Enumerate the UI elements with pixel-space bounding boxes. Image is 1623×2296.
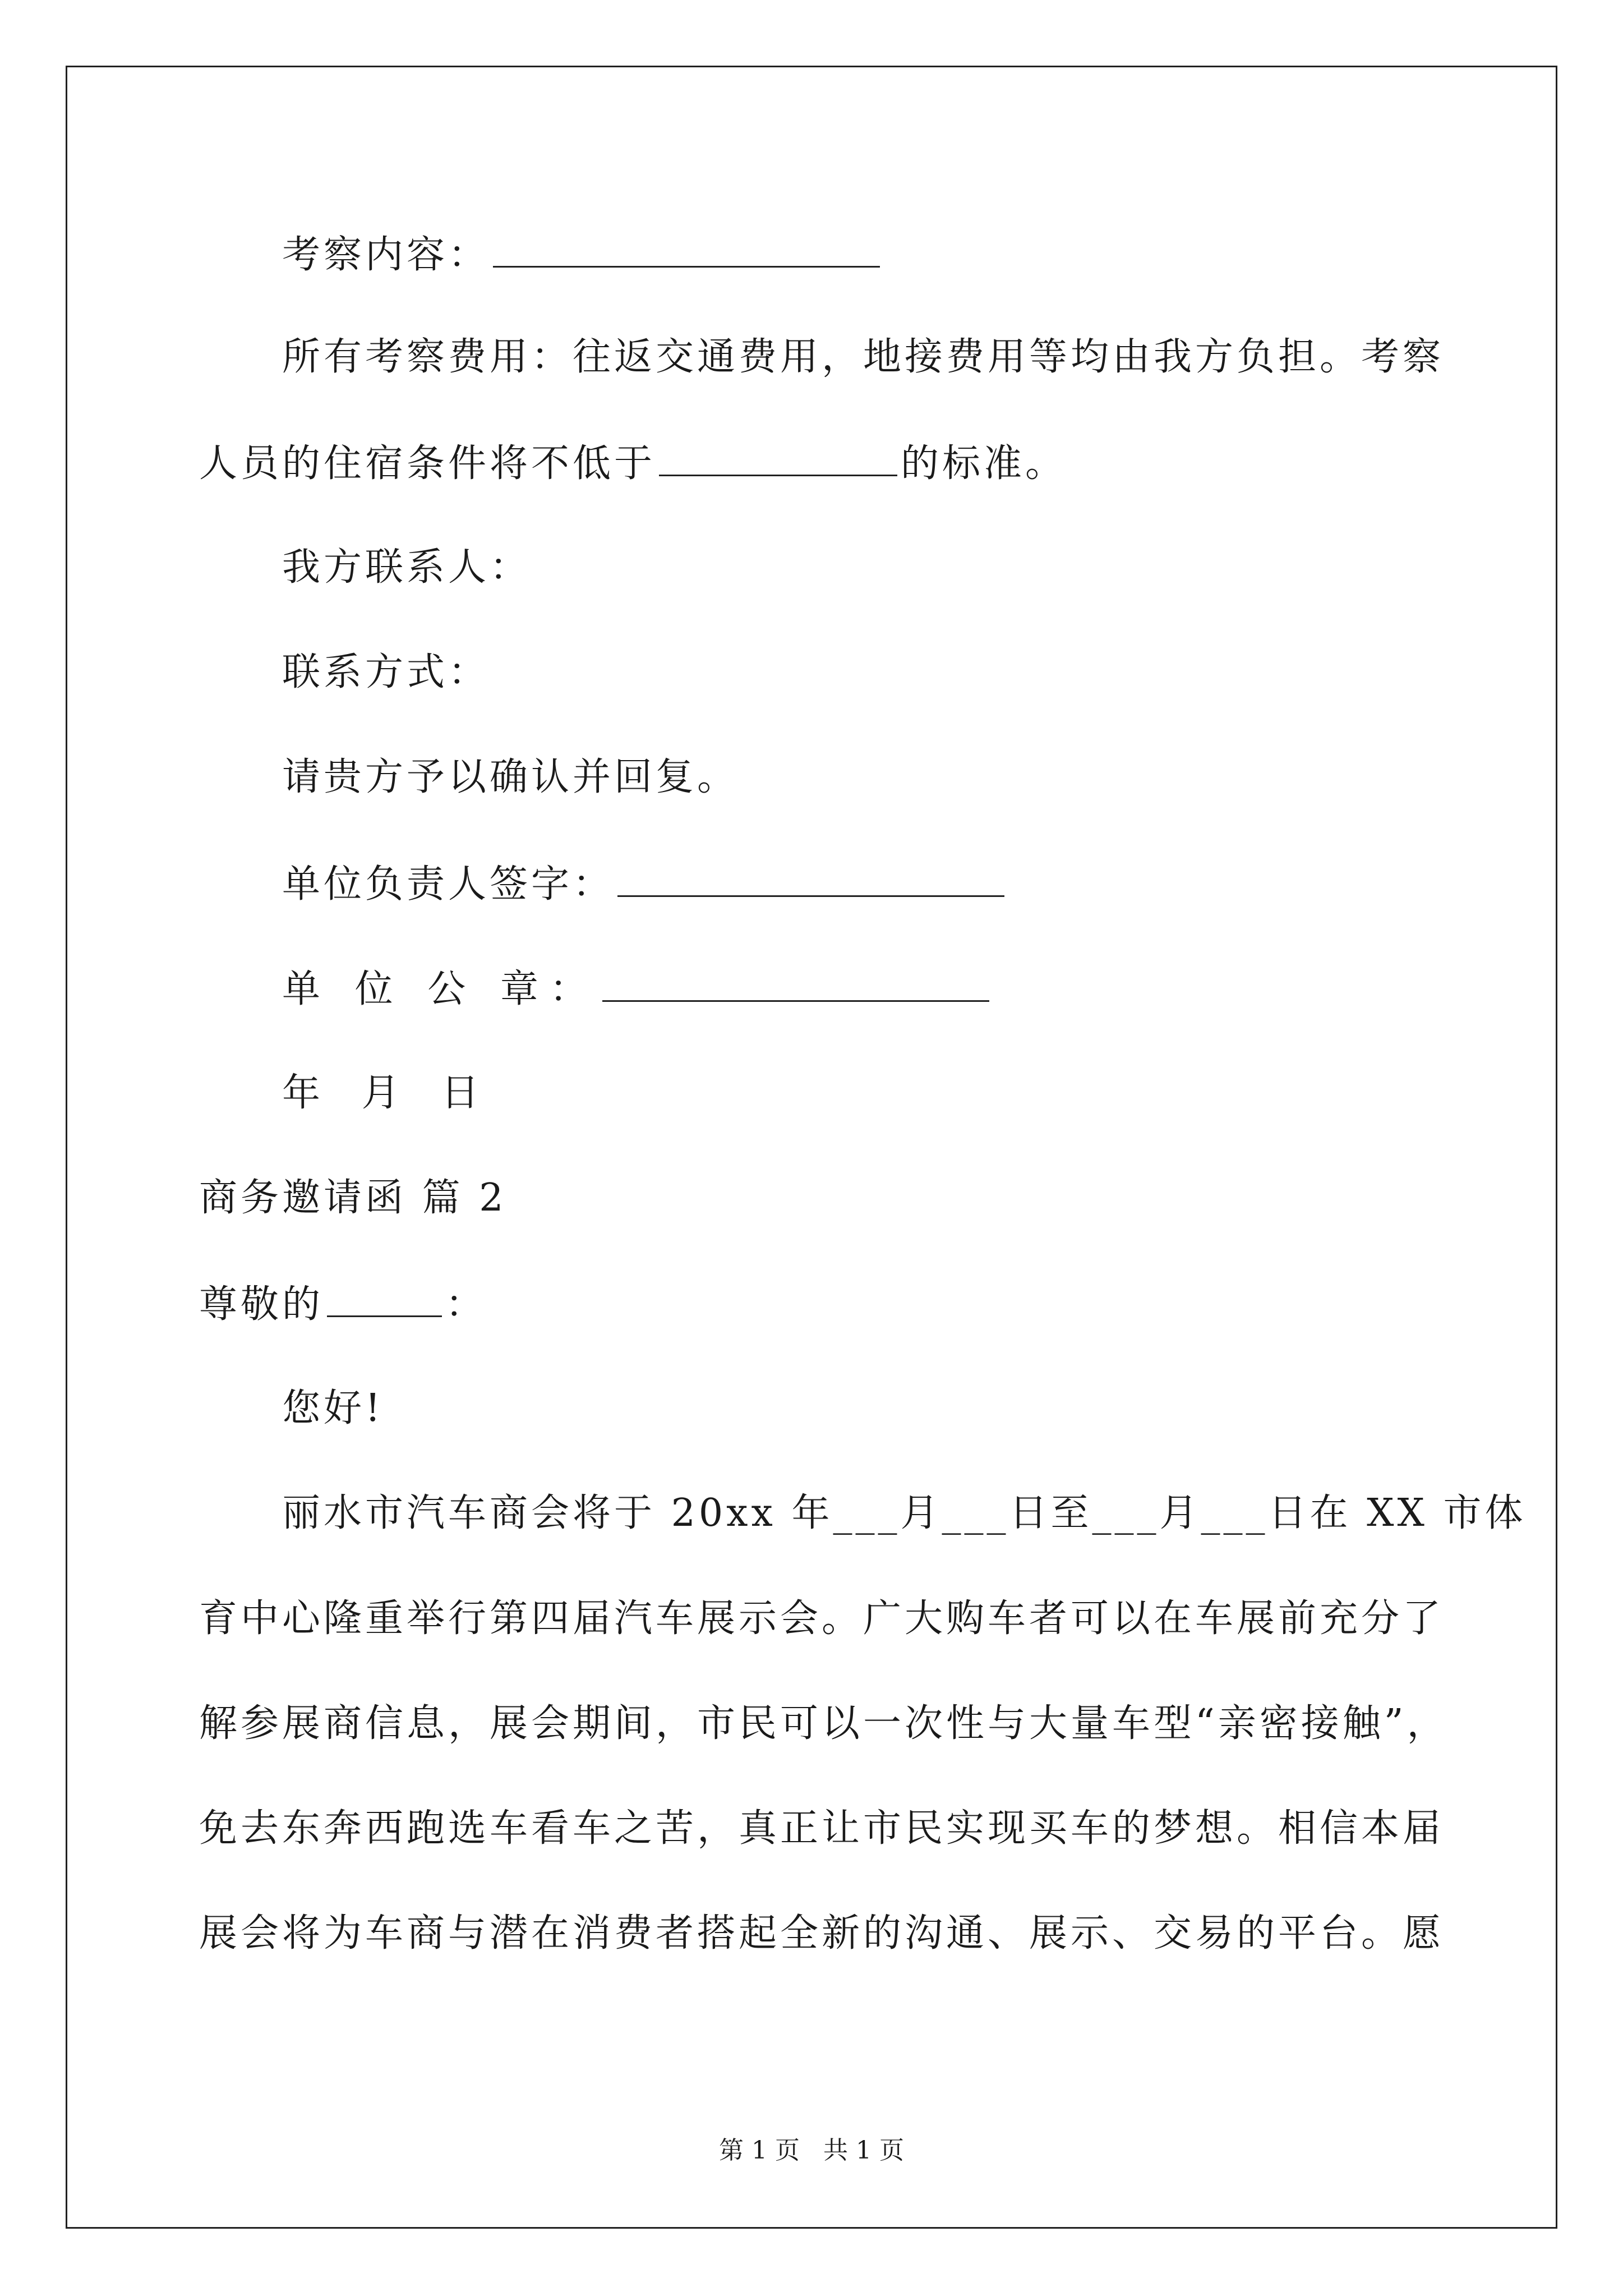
- fill-in-blank[interactable]: [602, 969, 989, 1002]
- line-text: 丽水市汽车商会将于 20xx 年___月___日至___月___日在 XX 市体: [282, 1491, 1527, 1535]
- line-text: 联系方式：: [282, 650, 490, 694]
- text-line: [282, 335, 1445, 379]
- line-text: 您好!: [282, 1386, 384, 1430]
- text-line: [199, 1806, 1445, 1851]
- line-text: 单位负责人签字：: [282, 862, 615, 907]
- text-line: [282, 1071, 494, 1115]
- text-line: [199, 1911, 1445, 1955]
- fill-in-blank[interactable]: [617, 864, 1004, 897]
- line-text: 免去东奔西跑选车看车之苦，真正让市民实现买车的梦想。相信本届: [199, 1806, 1445, 1851]
- text-line: [282, 755, 739, 799]
- page-footer: [0, 2138, 1623, 2163]
- page-number: 第 1 页: [719, 2136, 800, 2165]
- fill-in-blank[interactable]: [327, 1284, 442, 1317]
- line-text: 考察内容：: [282, 233, 490, 277]
- line-text: 解参展商信息，展会期间，市民可以一次性与大量车型“亲密接触”，: [199, 1701, 1449, 1746]
- line-text: 人员的住宿条件将不低于: [199, 441, 656, 486]
- line-text: ：: [445, 1282, 487, 1327]
- text-line: [282, 1491, 1527, 1535]
- line-text: 请贵方予以确认并回复。: [282, 755, 739, 799]
- page-border: [66, 66, 1557, 2229]
- page-total: 共 1 页: [823, 2136, 904, 2165]
- text-line: [199, 1596, 1445, 1641]
- line-text: 展会将为车商与潜在消费者搭起全新的沟通、展示、交易的平台。愿: [199, 1911, 1445, 1955]
- line-text: 尊敬的: [199, 1282, 324, 1327]
- salutation: [199, 1282, 487, 1327]
- line-text: 年 月 日: [282, 1071, 494, 1115]
- text-line: [282, 233, 883, 277]
- line-text: 所有考察费用：往返交通费用，地接费用等均由我方负担。考察: [282, 335, 1445, 379]
- text-line: [282, 969, 993, 1009]
- text-line: [282, 650, 490, 694]
- line-text: 单 位 公 章：: [282, 967, 599, 1011]
- text-line: [282, 862, 1008, 907]
- text-line: [282, 545, 532, 590]
- greeting: [282, 1386, 384, 1430]
- text-line: [199, 441, 1067, 486]
- fill-in-blank[interactable]: [659, 443, 897, 476]
- text-line: [199, 1701, 1449, 1746]
- line-text: 商务邀请函 篇 2: [199, 1176, 507, 1220]
- section-heading: [199, 1176, 507, 1220]
- line-text: 我方联系人：: [282, 545, 532, 590]
- line-text: 育中心隆重举行第四届汽车展示会。广大购车者可以在车展前充分了: [199, 1596, 1445, 1641]
- fill-in-blank[interactable]: [493, 234, 880, 268]
- line-text: 的标准。: [901, 441, 1067, 486]
